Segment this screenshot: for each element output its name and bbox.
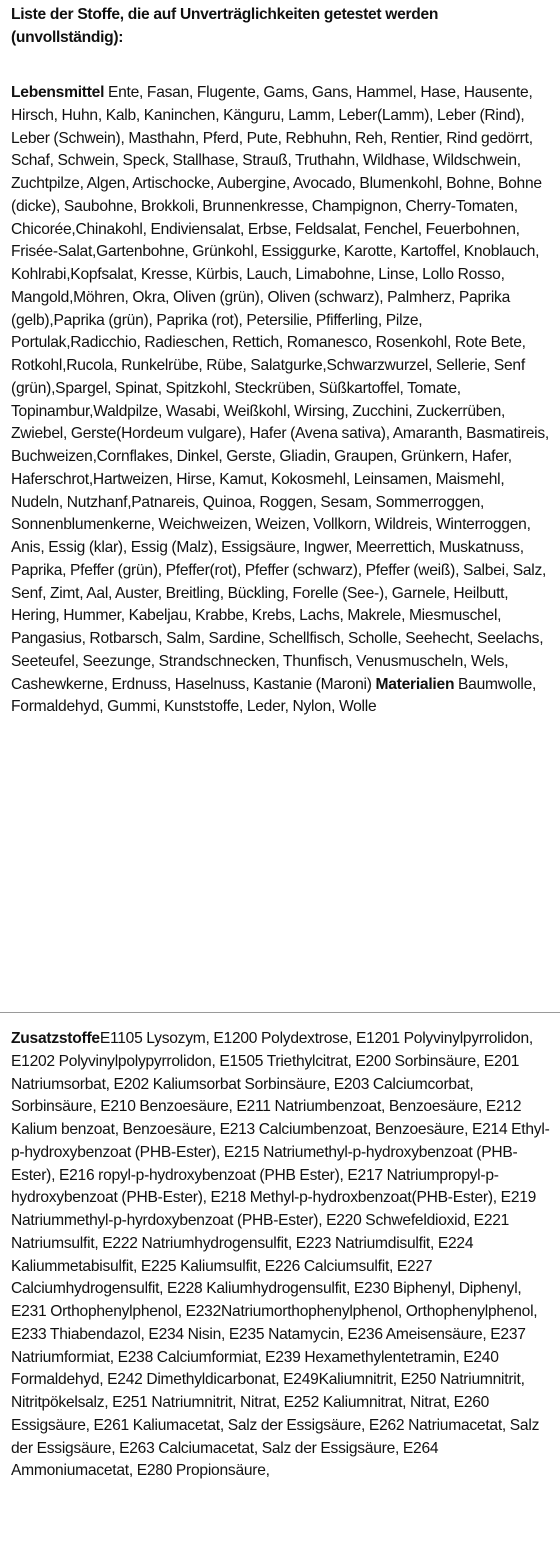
zusatzstoffe-label: Zusatzstoffe <box>11 1030 100 1047</box>
lebensmittel-list: Ente, Fasan, Flugente, Gams, Gans, Hammel, Hase, Hausente, Hirsch, Huhn, Kalb, Kaninchen, Känguru, Lamm, Leber(Lamm), Leber (Rind), Leber (Schwein), Masthahn, Pferd, Pute, Rebhuhn, Reh, Rentier, Rind gedörrt, Schaf, Schwein, Speck, Stallhase, Strauß, Truthahn, Wildhase, Wildschwein, Zuchtpilze, Algen, Artischocke, Aubergine, Avocado, Blumenkohl, Bohne, Bohne (dicke), Saubohne, Brokkoli, Brunnenkresse, Champignon, Cherry-Tomaten, Chicorée,Chinakohl, Endiviensalat, Erbse, Feldsalat, Fenchel, Feuerbohnen, Frisée-Salat,Gartenbohne, Grünkohl, Essiggurke, Karotte, Kartoffel, Knoblauch, Kohlrabi,Kopfsalat, Kresse, Kürbis, Lauch, Limabohne, Linse, Lollo Rosso, Mangold,Möhren, Okra, Oliven (grün), Oliven (schwarz), Palmherz, Paprika (gelb),Paprika (grün), Paprika (rot), Petersilie, Pfifferling, Pilze, Portulak,Radicchio, Radieschen, Rettich, Romanesco, Rosenkohl, Rote Bete, Rotkohl,Rucola, Runkelrübe, Rübe, Salatgurke,Schwarzwurzel, Sellerie, Senf (grün),Spargel, Spinat, Spitzkohl, Steckrüben, Süßkartoffel, Tomate, Topinambur,Waldpilze, Wasabi, Weißkohl, Wirsing, Zucchini, Zuckerrüben, Zwiebel, Gerste(Hordeum vulgare), Hafer (Avena sativa), Amaranth, Basmatireis, Buchweizen,Cornflakes, Dinkel, Gerste, Gliadin, Graupen, Grünkern, Hafer, Haferschrot,Hartweizen, Hirse, Kamut, Kokosmehl, Leinsamen, Maismehl, Nudeln, Nutzhanf,Patnareis, Quinoa, Roggen, Sesam, Sommerroggen, Sonnenblumenkerne, Weichweizen, Weizen, Vollkorn, Wildreis, Winterroggen, Anis, Essig (klar), Essig (Malz), Essigsäure, Ingwer, Meerrettich, Muskatnuss, Paprika, Pfeffer (grün), Pfeffer(rot), Pfeffer (schwarz), Pfeffer (weiß), Salbei, Salz, Senf, Zimt, Aal, Auster, Breitling, Bückling, Forelle (See-), Garnele, Heilbutt, Hering, Hummer, Kabeljau, Krabbe, Krebs, Lachs, Makrele, Miesmuschel, Pangasius, Rotbarsch, Salm, Sardine, Schellfisch, Scholle, Seehecht, Seelachs, Seeteufel, Seezunge, Strandschnecken, Thunfisch, Venusmuscheln, Wels, Cashewkerne, Erdnuss, Haselnuss, Kastanie (Maroni) <box>11 84 549 693</box>
substance-list-paragraph <box>11 82 551 719</box>
document-page-2 <box>0 1013 560 1568</box>
zusatzstoffe-list: E1105 Lysozym, E1200 Polydextrose, E1201 Polyvinylpyrrolidon, E1202 Polyvinylpolypyrrolidon, E1505 Triethylcitrat, E200 Sorbinsäure, E201 Natriumsorbat, E202 Kaliumsorbat Sorbinsäure, E203 Calciumcorbat, Sorbinsäure, E210 Benzoesäure, E211 Natriumbenzoat, Benzoesäure, E212 Kalium benzoat, Benzoesäure, E213 Calciumbenzoat, Benzoesäure, E214 Ethyl-p-hydroxybenzoat (PHB-Ester), E215 Natriumethyl-p-hydroxybenzoat (PHB-Ester), E216 ropyl-p-hydroxybenzoat (PHB Ester), E217 Natriumpropyl-p-hydroxybenzoat (PHB-Ester), E218 Methyl-p-hydroxbenzoat(PHB-Ester), E219 Natriummethyl-p-hyrdoxybenzoat (PHB-Ester), E220 Schwefeldioxid, E221 Natriumsulfit, E222 Natriumhydrogensulfit, E223 Natriumdisulfit, E224 Kaliummetabisulfit, E225 Kaliumsulfit, E226 Calciumsulfit, E227 Calciumhydrogensulfit, E228 Kaliumhydrogensulfit, E230 Biphenyl, Diphenyl, E231 Orthophenylphenol, E232Natriumorthophenylphenol, Orthophenylphenol, E233 Thiabendazol, E234 Nisin, E235 Natamycin, E236 Ameisensäure, E237 Natriumformiat, E238 Calciumformiat, E239 Hexamethylentetramin, E240 Formaldehyd, E242 Dimethyldicarbonat, E249Kaliumnitrit, E250 Natriumnitrit, Nitritpökelsalz, E251 Natriumnitrit, Nitrat, E252 Kaliumnitrat, Nitrat, E260 Essigsäure, E261 Kaliumacetat, Salz der Essigsäure, E262 Natriumacetat, Salz der Essigsäure, E263 Calciumacetat, Salz der Essigsäure, E264 Ammoniumacetat, E280 Propionsäure, <box>11 1030 550 1480</box>
lebensmittel-label: Lebensmittel <box>11 84 105 101</box>
additives-list-paragraph <box>11 1028 551 1483</box>
document-heading: Liste der Stoffe, die auf Unverträglichkeiten getestet werden (unvollständig): <box>11 6 439 46</box>
materialien-label: Materialien <box>375 675 455 693</box>
materialien-list: Baumwolle, Formaldehyd, Gummi, Kunststoffe, Leder, Nylon, Wolle <box>11 675 537 716</box>
